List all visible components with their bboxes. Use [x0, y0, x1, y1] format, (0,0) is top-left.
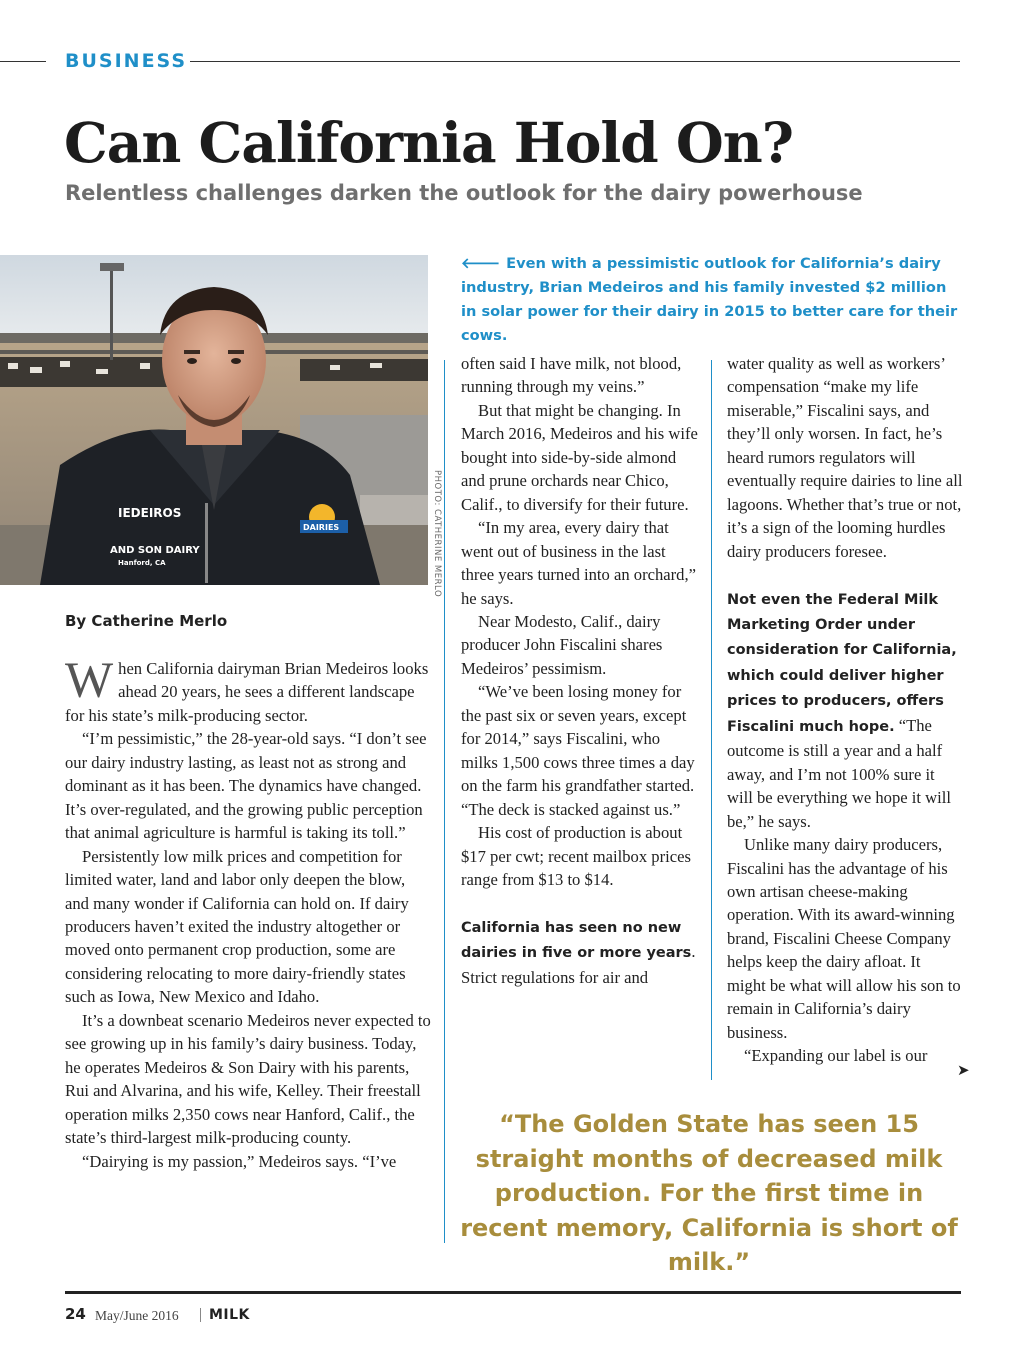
body-paragraph: often said I have milk, not blood, running through my veins.” — [461, 354, 682, 397]
body-paragraph: “Expanding our label is our — [744, 1046, 928, 1066]
paragraph-text: “The outcome is still a year and a half away, and I’m not 100% sure it will be everything we hope it will be,” he says. — [727, 715, 951, 831]
body-paragraph: It’s a downbeat scenario Medeiros never expected to see growing up in his family’s dairy business. Today, he operates Medeiros & Son Dairy with his parents, Rui and Alvarina, and his wife, Kelley. Their freestall operation milks 2,350 cows near Hanford, Calif., the state’s third-largest milk-producing county. — [65, 1010, 431, 1148]
body-paragraph: Persistently low milk prices and competition for limited water, land and labor only deepen the blow, and many wonder if California can hold on. If dairy producers haven’t exited the industry altogether or moved onto permanent crop production, some are considering relocating to more dairy-friendly states such as Iowa, New Mexico and Idaho. — [65, 846, 409, 1007]
drop-cap: W — [65, 653, 114, 709]
body-paragraph: “We’ve been losing money for the past six or seven years, except for 2014,” says Fiscalini, who milks 1,500 cows three times a day on the farm his grandfather started. “The deck is stacked against us.” — [461, 682, 695, 819]
jacket-text-2: AND SON DAIRY — [110, 545, 200, 556]
body-paragraph: “I’m pessimistic,” the 28-year-old says. “I don’t see our dairy industry lasting, as least not as strong and dominant as it has been. The dynamics have changed. It’s over-regulated, and the growing public perception that animal agriculture is harmful is taking its toll.” — [65, 729, 427, 843]
body-column-2 — [461, 352, 701, 989]
section-label: BUSINESS — [65, 50, 188, 72]
paragraph-text: hen California dairyman Brian Medeiros looks ahead 20 years, he sees a different landscape for his state’s milk-producing sector. — [65, 659, 429, 725]
header-rule-right — [190, 61, 960, 62]
article-title: Can California Hold On? — [64, 110, 794, 175]
footer-rule — [65, 1291, 961, 1294]
body-paragraph: “In my area, every dairy that went out of business in the last three years turned into an orchard,” he says. — [461, 518, 696, 608]
body-paragraph: Unlike many dairy producers, Fiscalini has the advantage of his own artisan cheese-making operation. With its award-winning brand, Fiscalini Cheese Company helps keep the dairy afloat. It might be what will allow his son to remain in California’s dairy business. — [727, 835, 961, 1042]
body-paragraph: But that might be changing. In March 2016, Medeiros and his wife bought into side-by-side almond and prune orchards near Chico, Calif., to diversify for their future. — [461, 400, 698, 514]
caption-text: Even with a pessimistic outlook for California’s dairy industry, Brian Medeiros and his family invested $2 million in solar power for their dairy in 2015 to better care for their cows. — [461, 255, 958, 344]
magazine-logo: MILK — [209, 1307, 250, 1323]
jacket-text-1: IEDEIROS — [118, 506, 182, 520]
photo-caption — [461, 252, 961, 348]
body-paragraph — [65, 653, 431, 727]
pull-quote: “The Golden State has seen 15 straight months of decreased milk production. For the first time in recent memory, California is short of milk.” — [460, 1110, 958, 1276]
arrow-left-icon: 🡐 — [461, 255, 501, 272]
body-paragraph: “Dairying is my passion,” Medeiros says. “I’ve — [82, 1151, 397, 1171]
body-paragraph — [461, 915, 701, 989]
jacket-badge: DAIRIES — [303, 523, 340, 532]
body-paragraph: water quality as well as workers’ compensation “make my life miserable,” Fiscalini says, and they’ll only worsen. In fact, he’s heard rumors regulators will eventually require dairies to line all lagoons. Whether that’s true or not, it’s a sign of the looming hurdles dairy producers foresee. — [727, 354, 963, 561]
continued-arrow-icon: ➤ — [957, 1063, 970, 1079]
highlight-text: California has seen no new dairies in five or more years — [461, 919, 692, 962]
issue-date: May/June 2016 — [95, 1308, 179, 1323]
page-number: 24 — [65, 1305, 86, 1323]
body-column-3 — [727, 352, 963, 1068]
body-paragraph: Near Modesto, Calif., dairy producer John Fiscalini shares Medeiros’ pessimism. — [461, 611, 663, 678]
dairyman-photo — [0, 255, 428, 585]
article-subtitle: Relentless challenges darken the outlook for the dairy powerhouse — [65, 181, 863, 205]
header-rule-left — [0, 61, 46, 62]
body-paragraph: His cost of production is about $17 per cwt; recent mailbox prices range from $13 to $14. — [461, 823, 691, 889]
column-divider — [444, 360, 445, 1243]
highlight-text: Not even the Federal Milk Marketing Order under consideration for California, which could deliver higher prices to producers, offers Fiscalini much hope. — [727, 591, 957, 735]
body-column-1 — [65, 653, 431, 1173]
byline: By Catherine Merlo — [65, 612, 228, 630]
column-divider — [711, 360, 712, 1080]
paragraph-text: . Strict regulations for air and — [461, 942, 696, 987]
body-paragraph — [727, 587, 963, 834]
footer-separator — [200, 1308, 201, 1322]
jacket-text-3: Hanford, CA — [118, 559, 166, 567]
photo-credit: PHOTO: CATHERINE MERLO — [432, 470, 442, 598]
